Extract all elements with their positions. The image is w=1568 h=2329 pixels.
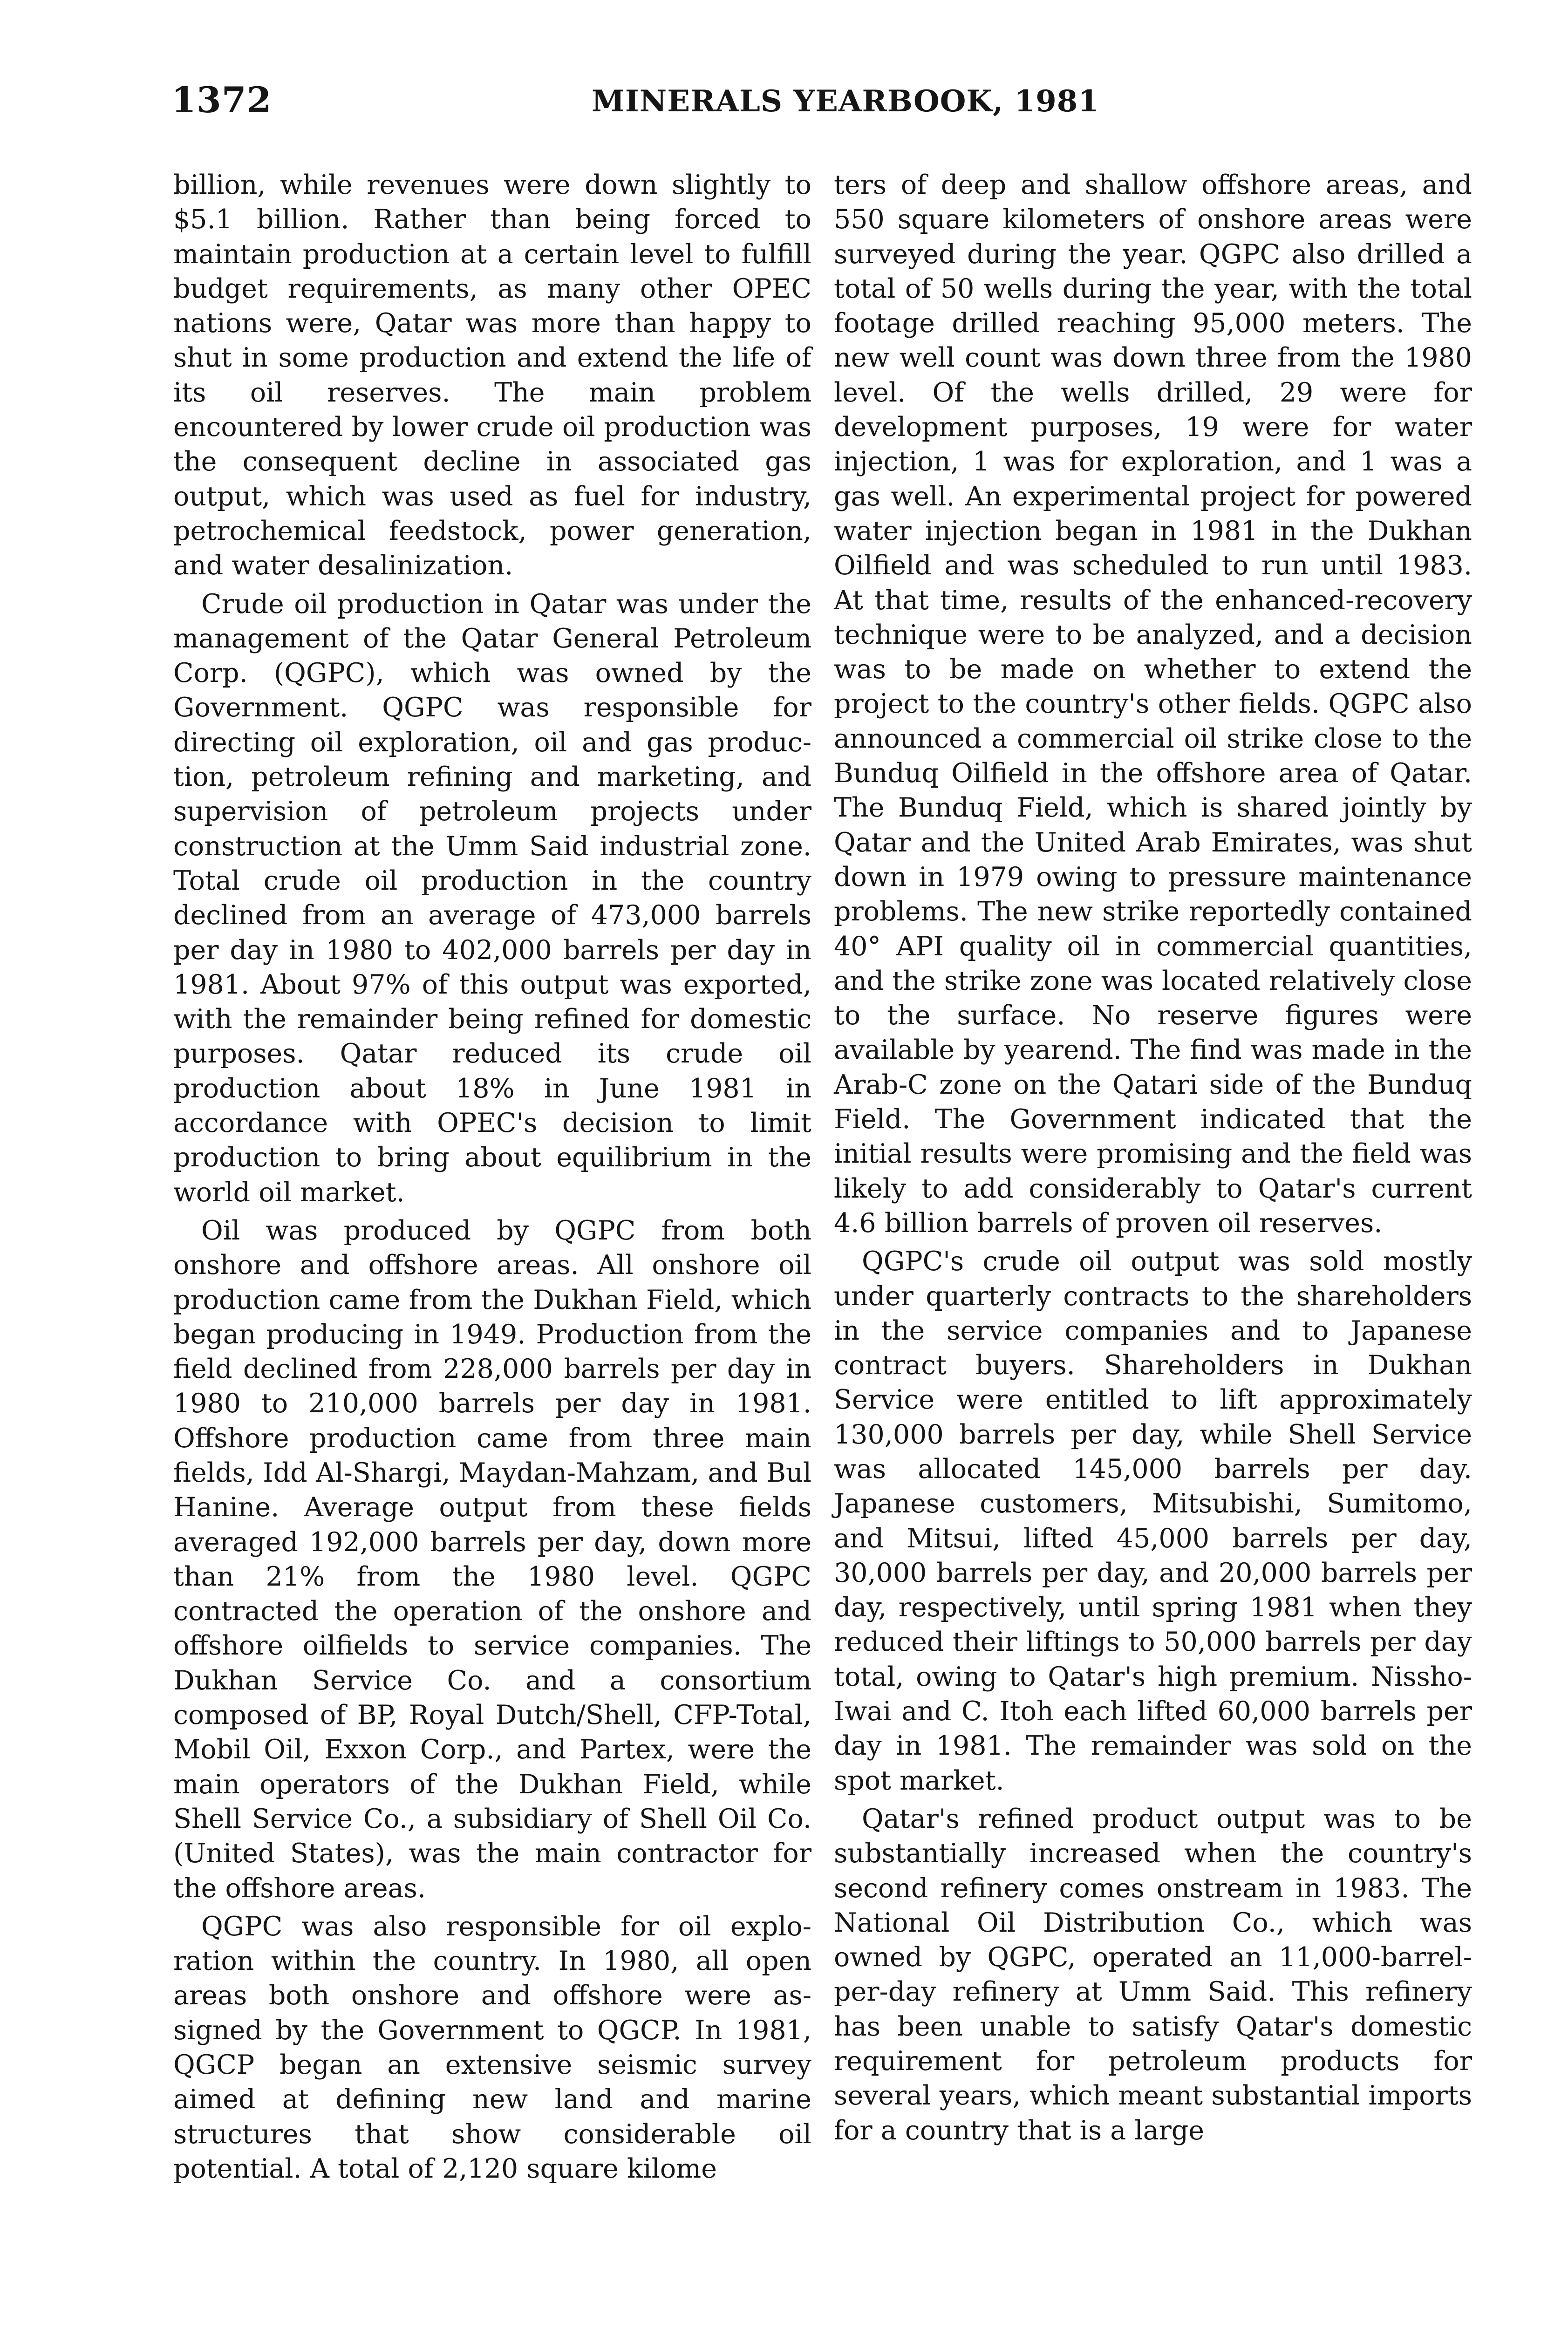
paragraph: QGPC was also responsible for oil exploration within the country. In 1980, all open areas both onshore and offshore were assigned by the Government to QGCP. In 1981, QGCP began an extensive seismic survey aimed at defining new land and marine structures that show considerable oil potential. A total of 2,120 square kilome [173, 1911, 811, 2184]
left-column [173, 168, 811, 2190]
paragraph: Oil was produced by QGPC from both onshore and offshore areas. All onshore oil production came from the Dukhan Field, which began producing in 1949. Production from the field declined from 228,000 barrels per day in 1980 to 210,000 barrels per day in 1981. Offshore production came from three main fields, Idd Al-Shargi, Maydan-Mahzam, and Bul Hanine. Average output from these fields averaged 192,000 barrels per day, down more than 21% from the 1980 level. QGPC contracted the operation of the onshore and offshore oilfields to service companies. The Dukhan Service Co. and a consortium composed of BP, Royal Dutch/Shell, CFP-Total, Mobil Oil, Exxon Corp., and Partex, were the main operators of the Dukhan Field, while Shell Service Co., a subsidiary of Shell Oil Co. (United States), was the main contractor for the offshore areas. [173, 1215, 811, 1904]
paragraph: billion, while revenues were down slightly to $5.1 billion. Rather than being forced to maintain production at a certain level to fulfill budget requirements, as many other OPEC nations were, Qatar was more than happy to shut in some production and extend the life of its oil reserves. The main problem encountered by lower crude oil production was the consequent decline in associated gas output, which was used as fuel for industry, petrochemical feedstock, power generation, and water desalinization. [173, 170, 811, 581]
right-column [834, 168, 1472, 2152]
paragraph: Crude oil production in Qatar was under the management of the Qatar General Petroleum Corp. (QGPC), which was owned by the Government. QGPC was responsible for directing oil exploration, oil and gas production, petroleum refining and marketing, and supervision of petroleum projects under construction at the Umm Said industrial zone. Total crude oil production in the country declined from an average of 473,000 barrels per day in 1980 to 402,000 barrels per day in 1981. About 97% of this output was exported, with the remainder being refined for domestic purposes. Qatar reduced its crude oil production about 18% in June 1981 in accordance with OPEC's decision to limit production to bring about equilibrium in the world oil market. [173, 588, 811, 1208]
paragraph: QGPC's crude oil output was sold mostly under quarterly contracts to the shareholders in the service companies and to Japanese contract buyers. Shareholders in Dukhan Service were entitled to lift approximately 130,000 barrels per day, while Shell Service was allocated 145,000 barrels per day. Japanese customers, Mitsubishi, Sumitomo, and Mitsui, lifted 45,000 barrels per day, 30,000 barrels per day, and 20,000 barrels per day, respectively, until spring 1981 when they reduced their liftings to 50,000 barrels per day total, owing to Qatar's high premium. Nissho-Iwai and C. Itoh each lifted 60,000 barrels per day in 1981. The remainder was sold on the spot market. [834, 1246, 1472, 1796]
paragraph: Qatar's refined product output was to be substantially increased when the country's second refinery comes onstream in 1983. The National Oil Distribution Co., which was owned by QGPC, operated an 11,000-barrel-per-day refinery at Umm Said. This refinery has been unable to satisfy Qatar's domestic requirement for petroleum products for several years, which meant substantial imports for a country that is a large [834, 1803, 1472, 2146]
paragraph: ters of deep and shallow offshore areas, and 550 square kilometers of onshore areas were surveyed during the year. QGPC also drilled a total of 50 wells during the year, with the total footage drilled reaching 95,000 meters. The new well count was down three from the 1980 level. Of the wells drilled, 29 were for development purposes, 19 were for water injection, 1 was for exploration, and 1 was a gas well. An experimental project for powered water injection began in 1981 in the Dukhan Oilfield and was scheduled to run until 1983. At that time, results of the enhanced-recovery technique were to be analyzed, and a decision was to be made on whether to extend the project to the country's other fields. QGPC also announced a commercial oil strike close to the Bunduq Oilfield in the offshore area of Qatar. The Bunduq Field, which is shared jointly by Qatar and the United Arab Emirates, was shut down in 1979 owing to pressure maintenance problems. The new strike reportedly contained 40° API quality oil in commercial quantities, and the strike zone was located relatively close to the surface. No reserve figures were available by yearend. The find was made in the Arab-C zone on the Qatari side of the Bunduq Field. The Government indicated that the initial results were promising and the field was likely to add considerably to Qatar's current 4.6 billion barrels of proven oil reserves. [834, 170, 1472, 1239]
page-number: 1372 [171, 79, 272, 121]
running-head: MINERALS YEARBOOK, 1981 [592, 84, 1099, 119]
